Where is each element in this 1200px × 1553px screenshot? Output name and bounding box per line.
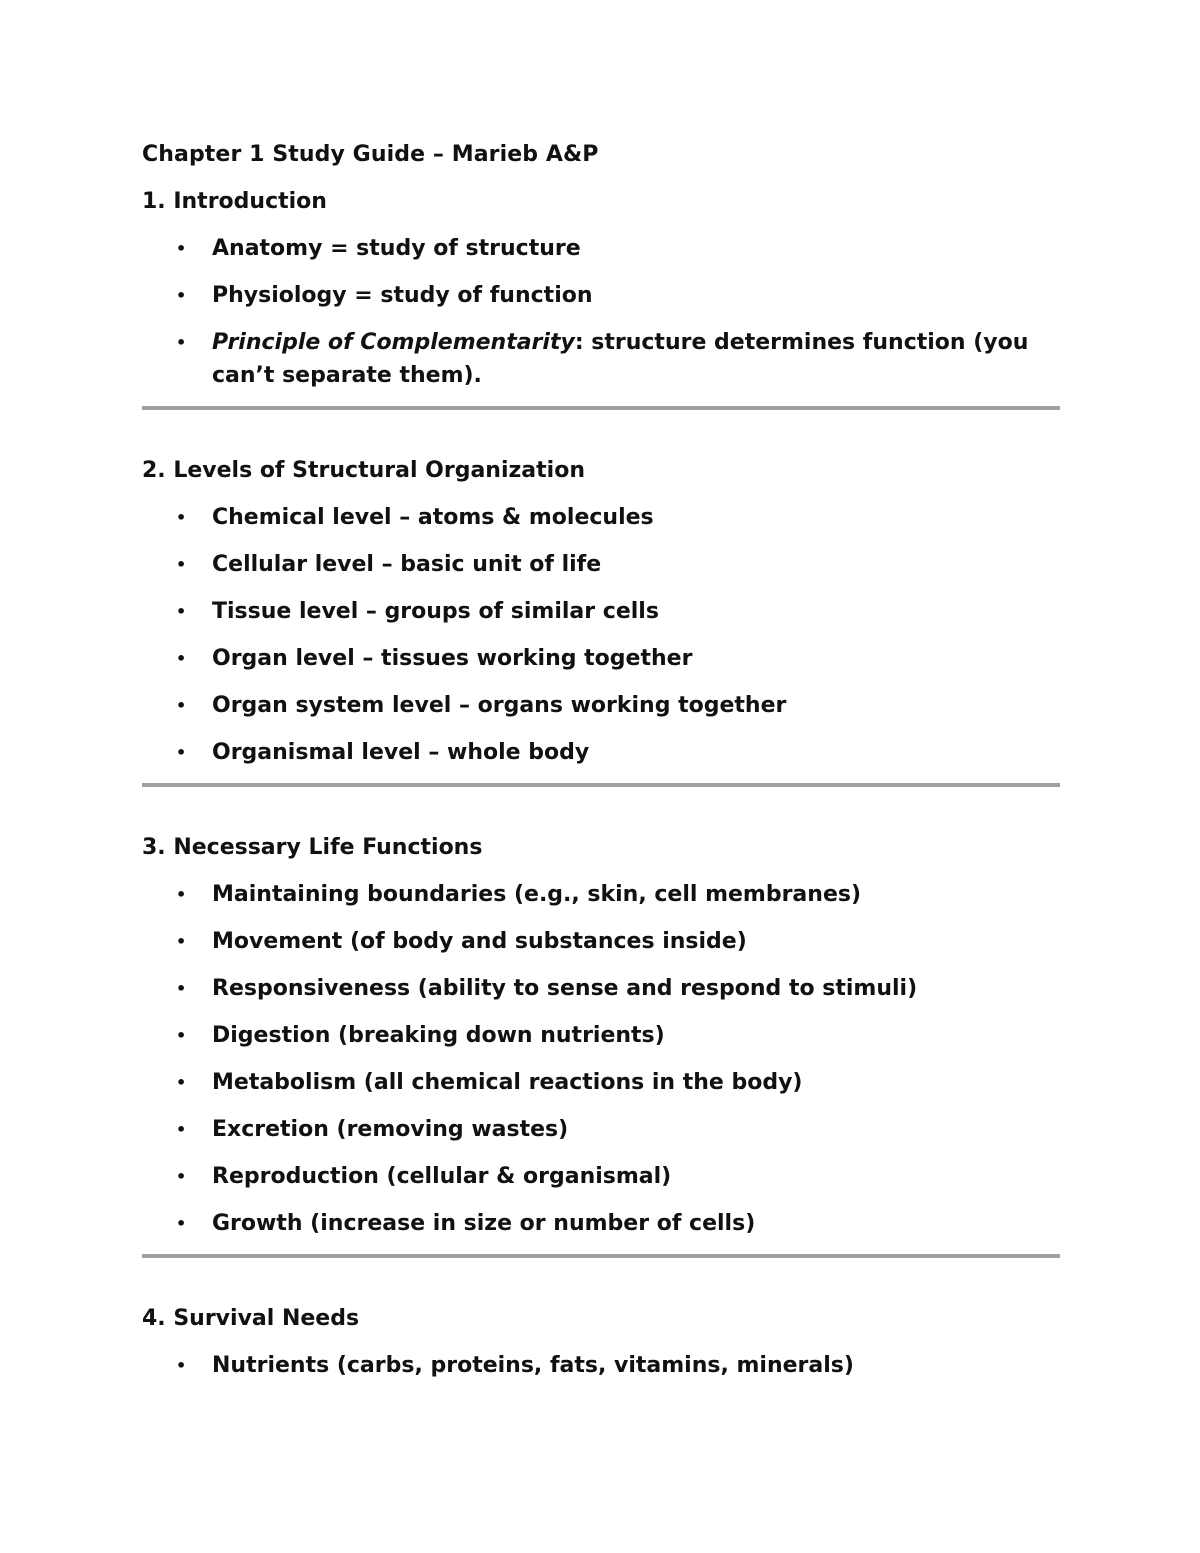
section-survival-needs: [142, 1302, 1060, 1382]
bullet-icon: •: [176, 649, 187, 668]
bullet-list: [142, 232, 1060, 392]
list-item-text: Organ level – tissues working together: [212, 646, 693, 671]
bullet-icon: •: [176, 602, 187, 621]
list-item-text: Growth (increase in size or number of cells): [212, 1211, 756, 1236]
list-item: [142, 878, 1060, 911]
section-heading: 1. Introduction: [142, 189, 327, 214]
list-item-text: Physiology = study of function: [212, 283, 593, 308]
document-title: Chapter 1 Study Guide – Marieb A&P: [142, 142, 599, 167]
bullet-icon: •: [176, 508, 187, 527]
list-item-text: Metabolism (all chemical reactions in the body): [212, 1070, 803, 1095]
bullet-icon: •: [176, 1026, 187, 1045]
section-life-functions: [142, 831, 1060, 1240]
section-introduction: [142, 185, 1060, 392]
list-item: [142, 1207, 1060, 1240]
list-item: [142, 736, 1060, 769]
bullet-icon: •: [176, 932, 187, 951]
list-item: [142, 689, 1060, 722]
list-item-text: Chemical level – atoms & molecules: [212, 505, 654, 530]
list-item: [142, 279, 1060, 312]
bullet-icon: •: [176, 743, 187, 762]
list-item: [142, 595, 1060, 628]
list-item-text: Reproduction (cellular & organismal): [212, 1164, 672, 1189]
section-heading: 3. Necessary Life Functions: [142, 835, 483, 860]
list-item-text: Cellular level – basic unit of life: [212, 552, 602, 577]
document-page: [142, 138, 1060, 1396]
list-item-text: Maintaining boundaries (e.g., skin, cell membranes): [212, 882, 862, 907]
list-item-text: Responsiveness (ability to sense and respond to stimuli): [212, 976, 918, 1001]
bullet-icon: •: [176, 1214, 187, 1233]
list-item: [142, 1066, 1060, 1099]
list-item: [142, 1160, 1060, 1193]
bullet-icon: •: [176, 1120, 187, 1139]
bullet-icon: •: [176, 1167, 187, 1186]
list-item-text: Nutrients (carbs, proteins, fats, vitamins, minerals): [212, 1353, 854, 1378]
list-item-text: Organismal level – whole body: [212, 740, 590, 765]
list-item-text: Tissue level – groups of similar cells: [212, 599, 659, 624]
list-item: [142, 548, 1060, 581]
bullet-icon: •: [176, 696, 187, 715]
list-item-text: Movement (of body and substances inside): [212, 929, 747, 954]
list-item: [142, 925, 1060, 958]
bullet-icon: •: [176, 286, 187, 305]
bullet-list: [142, 1349, 1060, 1382]
bullet-icon: •: [176, 239, 187, 258]
italic-term: Principle of Complementarity: [212, 330, 575, 355]
list-item-text: Excretion (removing wastes): [212, 1117, 569, 1142]
list-item: [142, 1113, 1060, 1146]
list-item: [142, 326, 1060, 392]
list-item: [142, 501, 1060, 534]
bullet-icon: •: [176, 885, 187, 904]
section-heading: 4. Survival Needs: [142, 1306, 360, 1331]
list-item: [142, 642, 1060, 675]
list-item: [142, 972, 1060, 1005]
section-heading: 2. Levels of Structural Organization: [142, 458, 585, 483]
bullet-icon: •: [176, 1356, 187, 1375]
bullet-list: [142, 878, 1060, 1240]
list-item: [142, 1019, 1060, 1052]
list-item: [142, 232, 1060, 265]
list-item-text: : structure determines function (you can’t separate them).: [212, 330, 1029, 388]
bullet-list: [142, 501, 1060, 769]
bullet-icon: •: [176, 1073, 187, 1092]
list-item-text: Organ system level – organs working together: [212, 693, 787, 718]
bullet-icon: •: [176, 555, 187, 574]
bullet-icon: •: [176, 333, 187, 352]
list-item-text: Anatomy = study of structure: [212, 236, 581, 261]
list-item-text: Digestion (breaking down nutrients): [212, 1023, 665, 1048]
bullet-icon: •: [176, 979, 187, 998]
section-levels: [142, 454, 1060, 769]
list-item: [142, 1349, 1060, 1382]
